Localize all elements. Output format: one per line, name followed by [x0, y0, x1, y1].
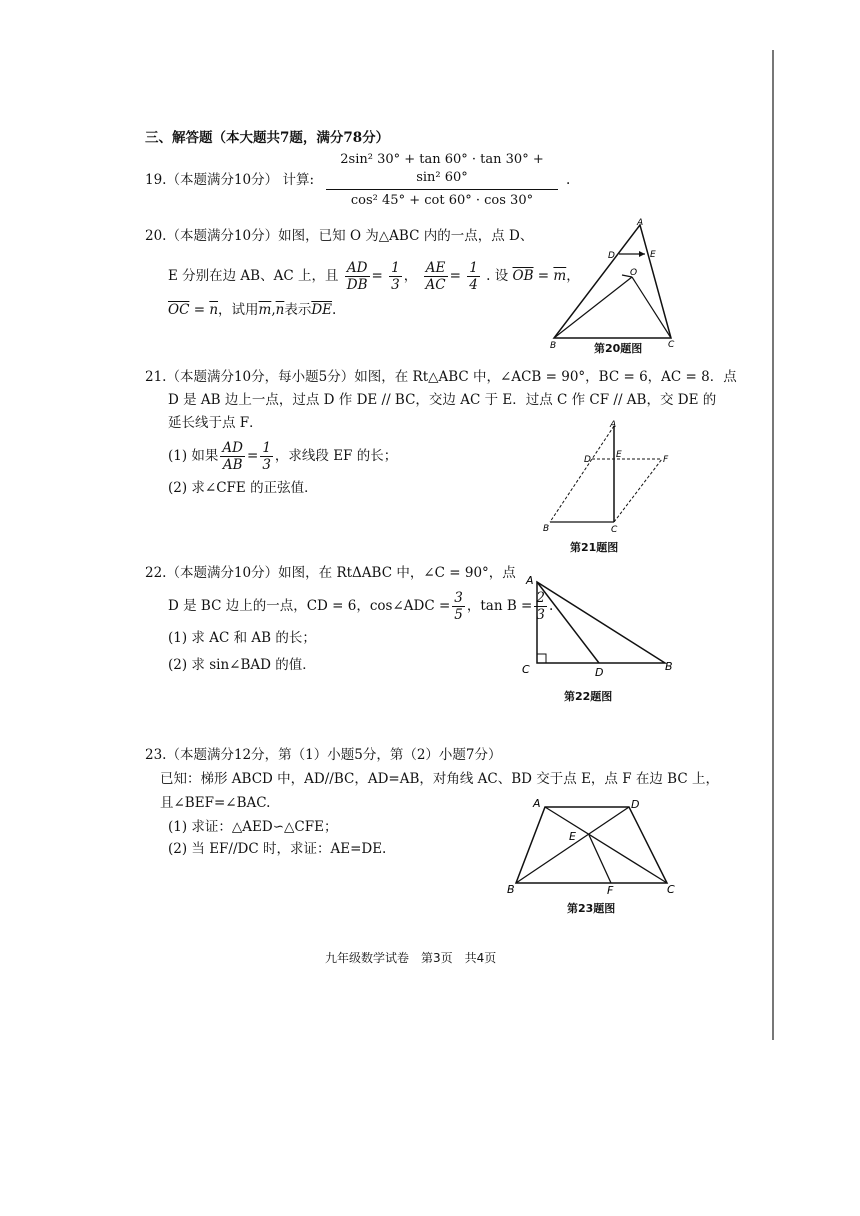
q19-numerator: 2sin² 30° + tan 60° · tan 30° + sin² 60°: [326, 151, 558, 190]
q23-line3: 且∠BEF=∠BAC.: [160, 795, 271, 811]
fig20-label-b: B: [550, 341, 557, 350]
fig21-label-e: E: [616, 450, 622, 460]
q20-frac-ad-db: $\frac{AD}{DB}$: [346, 260, 368, 293]
q20-vector-ob: $\overline{OB}$: [512, 268, 534, 284]
q21-line3: 延长线于点 F．: [168, 415, 263, 431]
q21-part1: (1) 如果 $\frac{AD}{AB}$ = $\frac{1}{3}$ ，求线段 EF 的长；: [168, 440, 398, 473]
fig23-label-f: F: [607, 884, 614, 895]
fig23-label-d: D: [631, 798, 640, 811]
fig22-label-c: C: [522, 663, 530, 676]
q19-denominator: cos² 45° + cot 60° · cos 30°: [350, 193, 534, 208]
q22-frac-3-5: $\frac{3}{5}$: [454, 590, 463, 623]
q20-line3: $\overline{OC} = \overline{n}$，试用$\overline{m},\overline{n}$表示$\overline{DE}$.: [168, 302, 337, 318]
page-edge-line: [772, 50, 774, 1040]
q22-frac-2-3: $\frac{2}{3}$: [536, 590, 545, 623]
fig20-label-o: O: [630, 268, 638, 278]
fig23-label-a: A: [533, 797, 541, 810]
fig21-label-f: F: [663, 455, 669, 465]
q22-line2: D 是 BC 边上的一点，CD = 6，cos∠ADC = $\frac{3}{5}$ ，tan B = $\frac{2}{3}$ .: [168, 590, 554, 623]
q21-line1: 21.（本题满分10分，每小题5分）如图，在 Rt△ABC 中，∠ACB = 90°，BC = 6，AC = 8．点: [145, 369, 737, 385]
q20-text-a: E 分别在边 AB、AC 上，且: [168, 268, 339, 284]
q20-vector-m: $\overline{m}$: [553, 268, 567, 284]
q20-text-b: . 设: [486, 268, 509, 284]
figure-22: [515, 572, 685, 682]
q20-vector-oc: $\overline{OC}$: [168, 302, 190, 318]
q19-prefix: 19.（本题满分10分） 计算:: [145, 172, 314, 188]
fig22-label-a: A: [526, 574, 534, 587]
figure-21: [540, 418, 680, 538]
q22-line1: 22.（本题满分10分）如图，在 RtΔABC 中，∠C = 90°，点: [145, 565, 516, 581]
q23-line1: 23.（本题满分12分，第（1）小题5分，第（2）小题7分）: [145, 747, 502, 763]
q21-frac-ad-ab: $\frac{AD}{AB}$: [222, 440, 243, 473]
q23-part1: (1) 求证：△AED∽△CFE；: [168, 819, 338, 835]
q20-frac-ae-ac: $\frac{AE}{AC}$: [425, 260, 446, 293]
q20-frac-1-3: $\frac{1}{3}$: [391, 260, 400, 293]
q20-frac-1-4: $\frac{1}{4}$: [469, 260, 478, 293]
fig23-label-c: C: [667, 883, 675, 895]
q20-line2: E 分别在边 AB、AC 上，且 $\frac{AD}{DB}$ = $\frac{1}{3}$ ， $\frac{AE}{AC}$ = $\frac{1}{4}$ . 设 $\overline{OB} = \overline{m}$，: [168, 260, 580, 293]
fig22-label-d: D: [595, 666, 604, 679]
q20-vector-de: $\overline{DE}$: [311, 302, 333, 318]
q20-line1: 20.（本题满分10分）如图，已知 O 为△ABC 内的一点，点 D、: [145, 228, 534, 244]
fig20-label-c: C: [668, 340, 675, 350]
q22-part2: (2) 求 sin∠BAD 的值．: [168, 657, 316, 673]
q21-line2: D 是 AB 边上一点，过点 D 作 DE // BC，交边 AC 于 E．过点 C 作 CF // AB，交 DE 的: [168, 392, 717, 408]
fig23-caption: 第23题图: [567, 902, 616, 915]
fig20-label-e: E: [650, 250, 656, 260]
fig22-caption: 第22题图: [564, 690, 613, 703]
q21-part2: (2) 求∠CFE 的正弦值．: [168, 480, 318, 496]
figure-23: [505, 795, 685, 895]
fig23-label-e: E: [569, 830, 576, 843]
q23-part2: (2) 当 EF//DC 时，求证：AE=DE.: [168, 841, 387, 857]
q19-suffix: .: [566, 172, 571, 188]
fig21-label-a: A: [610, 420, 617, 430]
q20-vector-n: $\overline{n}$: [209, 302, 219, 318]
fig21-caption: 第21题图: [570, 541, 619, 554]
section-title: 三、解答题（本大题共7题，满分78分）: [145, 130, 390, 146]
fig21-label-d: D: [584, 455, 591, 465]
fig20-caption: 第20题图: [594, 342, 643, 355]
page-footer: 九年级数学试卷 第3页 共4页: [325, 951, 497, 965]
fig21-label-c: C: [611, 525, 618, 535]
q19-fraction: [326, 151, 558, 210]
q22-part1: (1) 求 AC 和 AB 的长；: [168, 630, 316, 646]
fig21-label-b: B: [543, 524, 550, 534]
q23-line2: 已知：梯形 ABCD 中，AD//BC，AD=AB，对角线 AC、BD 交于点 E，点 F 在边 BC 上，: [160, 771, 719, 787]
q21-frac-1-3: $\frac{1}{3}$: [262, 440, 271, 473]
fig20-label-d: D: [608, 251, 615, 261]
fig22-label-b: B: [665, 660, 673, 673]
figure-20: [540, 215, 680, 350]
fig20-label-a: A: [637, 218, 644, 228]
fig23-label-b: B: [507, 883, 515, 895]
